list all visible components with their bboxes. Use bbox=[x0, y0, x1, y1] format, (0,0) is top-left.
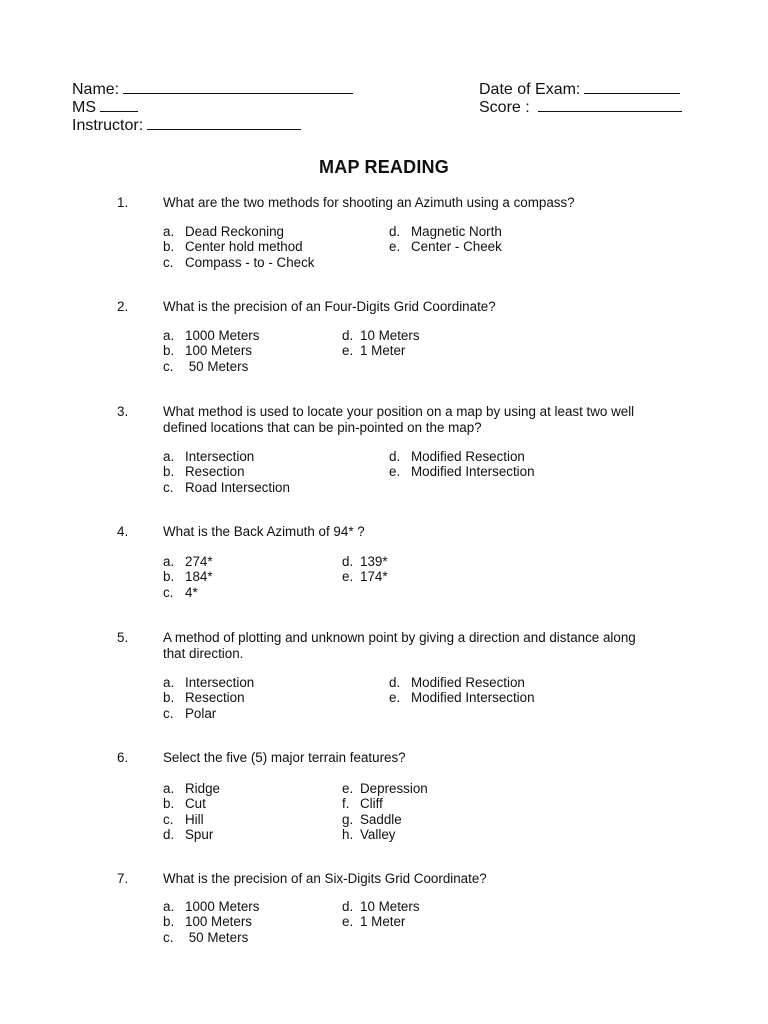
option-text: 274* bbox=[185, 554, 213, 569]
answer-option[interactable] bbox=[163, 930, 248, 946]
option-text: 1000 Meters bbox=[185, 328, 260, 343]
question-number: 3. bbox=[117, 404, 129, 419]
answer-option[interactable] bbox=[163, 585, 198, 601]
option-letter: e. bbox=[342, 781, 354, 796]
question-text: What method is used to locate your position on a map by using at least two well defined locations that can be pin-pointed on the map? bbox=[163, 404, 635, 435]
question-1 bbox=[0, 195, 768, 270]
question-text: A method of plotting and unknown point by giving a direction and distance along that direction. bbox=[163, 630, 636, 661]
answer-option[interactable] bbox=[163, 343, 252, 359]
answer-option[interactable] bbox=[163, 224, 284, 240]
name-blank-line[interactable] bbox=[123, 80, 353, 94]
score-blank-line[interactable] bbox=[538, 98, 682, 112]
answer-option[interactable] bbox=[163, 449, 254, 465]
date-field bbox=[479, 80, 680, 99]
question-text: What are the two methods for shooting an Azimuth using a compass? bbox=[163, 195, 575, 210]
question-number: 2. bbox=[117, 299, 129, 314]
answer-option[interactable] bbox=[163, 569, 213, 585]
answer-option[interactable] bbox=[163, 706, 216, 722]
option-letter: a. bbox=[163, 781, 175, 796]
answer-option[interactable] bbox=[163, 690, 245, 706]
name-field bbox=[72, 80, 353, 99]
option-text: Modified Resection bbox=[411, 449, 525, 464]
answer-option[interactable] bbox=[163, 255, 314, 271]
option-text: Intersection bbox=[185, 675, 255, 690]
answer-option[interactable] bbox=[342, 827, 395, 843]
answer-option[interactable] bbox=[389, 675, 525, 691]
option-letter: c. bbox=[163, 479, 174, 495]
instructor-field bbox=[72, 116, 301, 135]
answer-option[interactable] bbox=[342, 812, 402, 828]
answer-option[interactable] bbox=[342, 899, 420, 915]
option-text: 10 Meters bbox=[360, 328, 420, 343]
answer-option[interactable] bbox=[163, 359, 248, 375]
option-text: 50 Meters bbox=[185, 929, 249, 945]
question-text: What is the precision of an Six-Digits Grid Coordinate? bbox=[163, 871, 487, 886]
option-text: Modified Intersection bbox=[411, 690, 535, 706]
option-letter: g. bbox=[342, 811, 354, 827]
ms-blank-line[interactable] bbox=[100, 98, 138, 112]
option-letter: b. bbox=[163, 239, 175, 255]
option-letter: e. bbox=[342, 569, 354, 585]
answer-option[interactable] bbox=[342, 796, 383, 812]
question-number: 1. bbox=[117, 195, 129, 210]
option-text: 1 Meter bbox=[360, 914, 406, 930]
answer-option[interactable] bbox=[389, 224, 502, 240]
option-letter: d. bbox=[342, 328, 354, 343]
answer-option[interactable] bbox=[342, 914, 405, 930]
option-letter: d. bbox=[342, 899, 354, 914]
option-text: 174* bbox=[360, 569, 388, 585]
option-text: Spur bbox=[185, 826, 214, 842]
answer-option[interactable] bbox=[163, 554, 213, 570]
option-letter: d. bbox=[163, 826, 175, 842]
option-letter: a. bbox=[163, 899, 175, 914]
option-letter: d. bbox=[342, 554, 354, 569]
option-text: 100 Meters bbox=[185, 914, 252, 930]
date-label: Date of Exam: bbox=[479, 81, 581, 98]
option-letter: a. bbox=[163, 675, 175, 690]
option-letter: b. bbox=[163, 690, 175, 706]
option-text: Saddle bbox=[360, 811, 402, 827]
option-text: Cliff bbox=[360, 796, 383, 812]
answer-option[interactable] bbox=[342, 569, 388, 585]
score-field bbox=[479, 98, 682, 117]
answer-option[interactable] bbox=[163, 796, 206, 812]
option-letter: e. bbox=[389, 690, 401, 706]
option-letter: d. bbox=[389, 449, 401, 464]
option-letter: d. bbox=[389, 224, 401, 239]
question-7 bbox=[0, 871, 768, 945]
question-2 bbox=[0, 299, 768, 374]
option-text: Hill bbox=[185, 811, 204, 827]
option-letter: f. bbox=[342, 796, 350, 812]
answer-option[interactable] bbox=[342, 781, 428, 797]
option-letter: h. bbox=[342, 826, 354, 842]
option-letter: a. bbox=[163, 554, 175, 569]
ms-field bbox=[72, 98, 138, 117]
page-title: MAP READING bbox=[319, 157, 449, 177]
option-text: Magnetic North bbox=[411, 224, 502, 239]
option-letter: c. bbox=[163, 929, 174, 945]
option-text: Intersection bbox=[185, 449, 255, 464]
option-text: Resection bbox=[185, 464, 245, 480]
option-letter: d. bbox=[389, 675, 401, 690]
option-text: Center - Cheek bbox=[411, 239, 502, 255]
option-text: 100 Meters bbox=[185, 343, 252, 359]
answer-option[interactable] bbox=[389, 239, 502, 255]
question-text: Select the five (5) major terrain features? bbox=[163, 750, 406, 765]
question-5 bbox=[0, 630, 768, 721]
option-text: Depression bbox=[360, 781, 428, 796]
question-4 bbox=[0, 524, 768, 600]
option-letter: a. bbox=[163, 328, 175, 343]
option-letter: c. bbox=[163, 254, 174, 270]
answer-option[interactable] bbox=[163, 812, 204, 828]
answer-option[interactable] bbox=[163, 675, 254, 691]
option-letter: a. bbox=[163, 224, 175, 239]
option-text: Compass - to - Check bbox=[185, 254, 315, 270]
instructor-blank-line[interactable] bbox=[147, 116, 301, 130]
option-letter: a. bbox=[163, 449, 175, 464]
option-letter: c. bbox=[163, 584, 174, 600]
option-text: Cut bbox=[185, 796, 206, 812]
date-blank-line[interactable] bbox=[584, 80, 680, 94]
option-text: 50 Meters bbox=[185, 358, 249, 374]
answer-option[interactable] bbox=[389, 464, 535, 480]
answer-option[interactable] bbox=[163, 239, 303, 255]
answer-option[interactable] bbox=[163, 464, 245, 480]
question-number: 7. bbox=[117, 871, 129, 886]
score-label: Score : bbox=[479, 99, 530, 116]
option-text: 139* bbox=[360, 554, 388, 569]
option-text: 4* bbox=[185, 584, 198, 600]
ms-label: MS bbox=[72, 99, 96, 116]
option-text: Resection bbox=[185, 690, 245, 706]
option-text: Valley bbox=[360, 826, 396, 842]
option-letter: b. bbox=[163, 796, 175, 812]
option-text: 184* bbox=[185, 569, 213, 585]
option-letter: e. bbox=[389, 239, 401, 255]
option-text: Road Intersection bbox=[185, 479, 290, 495]
question-text: What is the precision of an Four-Digits Grid Coordinate? bbox=[163, 299, 496, 314]
option-text: 1000 Meters bbox=[185, 899, 260, 914]
option-letter: b. bbox=[163, 464, 175, 480]
option-text: Modified Intersection bbox=[411, 464, 535, 480]
answer-option[interactable] bbox=[163, 328, 259, 344]
question-number: 4. bbox=[117, 524, 129, 539]
option-text: Ridge bbox=[185, 781, 220, 796]
instructor-label: Instructor: bbox=[72, 117, 144, 134]
answer-option[interactable] bbox=[163, 899, 259, 915]
question-3 bbox=[0, 404, 768, 495]
option-letter: e. bbox=[342, 343, 354, 359]
option-text: Dead Reckoning bbox=[185, 224, 285, 239]
question-text: What is the Back Azimuth of 94* ? bbox=[163, 524, 365, 539]
option-text: Modified Resection bbox=[411, 675, 525, 690]
option-letter: b. bbox=[163, 569, 175, 585]
question-number: 6. bbox=[117, 750, 129, 765]
name-label: Name: bbox=[72, 81, 120, 98]
option-letter: b. bbox=[163, 914, 175, 930]
option-letter: c. bbox=[163, 705, 174, 721]
option-text: 1 Meter bbox=[360, 343, 406, 359]
question-6 bbox=[0, 750, 768, 842]
answer-option[interactable] bbox=[163, 827, 213, 843]
answer-option[interactable] bbox=[163, 914, 252, 930]
option-text: Polar bbox=[185, 705, 217, 721]
answer-option[interactable] bbox=[342, 328, 420, 344]
option-letter: e. bbox=[342, 914, 354, 930]
answer-option[interactable] bbox=[163, 781, 220, 797]
answer-option[interactable] bbox=[389, 449, 525, 465]
answer-option[interactable] bbox=[342, 343, 405, 359]
option-letter: c. bbox=[163, 811, 174, 827]
answer-option[interactable] bbox=[163, 480, 290, 496]
option-text: 10 Meters bbox=[360, 899, 420, 914]
option-letter: b. bbox=[163, 343, 175, 359]
question-number: 5. bbox=[117, 630, 129, 645]
option-letter: c. bbox=[163, 358, 174, 374]
option-letter: e. bbox=[389, 464, 401, 480]
answer-option[interactable] bbox=[389, 690, 535, 706]
option-text: Center hold method bbox=[185, 239, 303, 255]
answer-option[interactable] bbox=[342, 554, 388, 570]
